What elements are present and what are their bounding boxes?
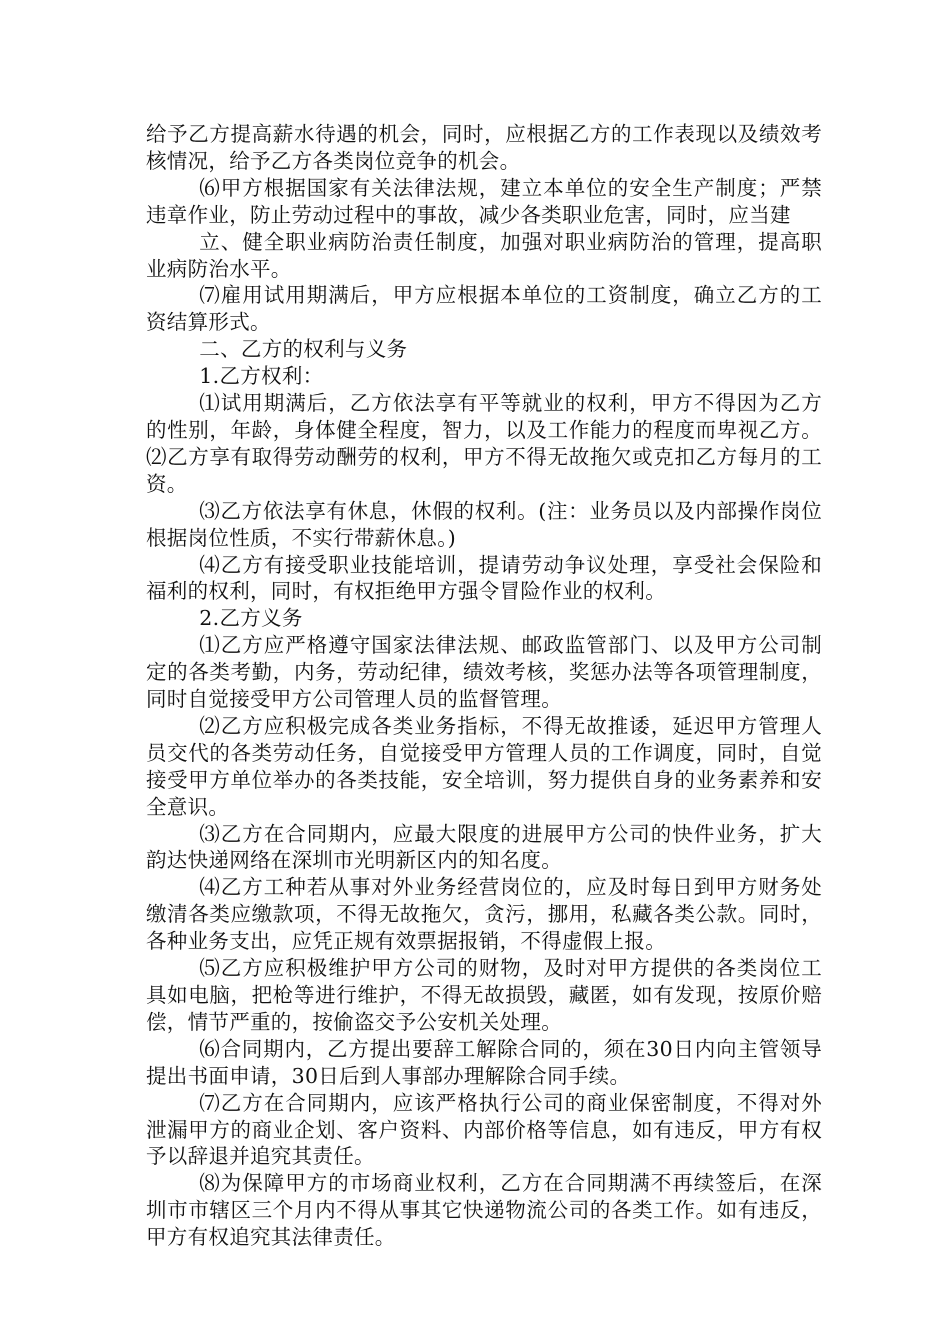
paragraph: ⑹合同期内，乙方提出要辞工解除合同的，须在30日内向主管领导提出书面申请，30日后到人事部办理解除合同手续。 xyxy=(146,1036,822,1088)
paragraph: ⑶乙方依法享有休息，休假的权利。(注：业务员以及内部操作岗位根据岗位性质，不实行带薪休息。) xyxy=(146,498,822,550)
paragraph: ⑵乙方应积极完成各类业务指标，不得无故推诿，延迟甲方管理人员交代的各类劳动任务，自觉接受甲方管理人员的工作调度，同时，自觉接受甲方单位举办的各类技能，安全培训，努力提供自身的业务素养和安全意识。 xyxy=(146,713,822,819)
subsection-heading: 1.乙方权利： xyxy=(199,364,324,389)
paragraph: ⑷乙方工种若从事对外业务经营岗位的，应及时每日到甲方财务处缴清各类应缴款项，不得无故拖欠，贪污，挪用，私藏各类公款。同时，各种业务支出，应凭正规有效票据报销，不得虚假上报。 xyxy=(146,875,822,954)
paragraph: ⑻为保障甲方的市场商业权利，乙方在合同期满不再续签后，在深圳市市辖区三个月内不得从事其它快递物流公司的各类工作。如有违反，甲方有权追究其法律责任。 xyxy=(146,1171,822,1250)
section-heading: 二、乙方的权利与义务 xyxy=(199,337,408,362)
document-body xyxy=(146,121,822,1251)
paragraph: ⑴试用期满后，乙方依法享有平等就业的权利，甲方不得因为乙方的性别，年龄，身体健全程度，智力，以及工作能力的程度而卑视乙方。⑵乙方享有取得劳动酬劳的权利，甲方不得无故拖欠或克扣乙方每月的工资。 xyxy=(146,391,822,496)
subsection-heading: 2.乙方义务 xyxy=(199,606,303,631)
paragraph: 给予乙方提高薪水待遇的机会，同时，应根据乙方的工作表现以及绩效考核情况，给予乙方各类岗位竞争的机会。 xyxy=(146,122,822,173)
paragraph: ⑴乙方应严格遵守国家法律法规、邮政监管部门、以及甲方公司制定的各类考勤，内务，劳动纪律，绩效考核，奖惩办法等各项管理制度，同时自觉接受甲方公司管理人员的监督管理。 xyxy=(146,633,822,712)
paragraph: 立、健全职业病防治责任制度，加强对职业病防治的管理，提高职业病防治水平。 xyxy=(146,229,822,281)
paragraph: ⑶乙方在合同期内，应最大限度的进展甲方公司的快件业务，扩大韵达快递网络在深圳市光明新区内的知名度。 xyxy=(146,821,822,873)
paragraph: ⑺雇用试用期满后，甲方应根据本单位的工资制度，确立乙方的工资结算形式。 xyxy=(146,283,822,335)
paragraph: ⑷乙方有接受职业技能培训，提请劳动争议处理，享受社会保险和福利的权利，同时，有权拒绝甲方强令冒险作业的权利。 xyxy=(146,552,822,604)
paragraph: ⑸乙方应积极维护甲方公司的财物，及时对甲方提供的各类岗位工具如电脑，把枪等进行维护，不得无故损毁，藏匿，如有发现，按原价赔偿，情节严重的，按偷盗交予公安机关处理。 xyxy=(146,956,822,1034)
paragraph: ⑹甲方根据国家有关法律法规，建立本单位的安全生产制度；严禁违章作业，防止劳动过程中的事故，减少各类职业危害，同时，应当建 xyxy=(146,175,822,227)
paragraph: ⑺乙方在合同期内，应该严格执行公司的商业保密制度，不得对外泄漏甲方的商业企划、客户资料、内部价格等信息，如有违反，甲方有权予以辞退并追究其责任。 xyxy=(146,1090,822,1169)
